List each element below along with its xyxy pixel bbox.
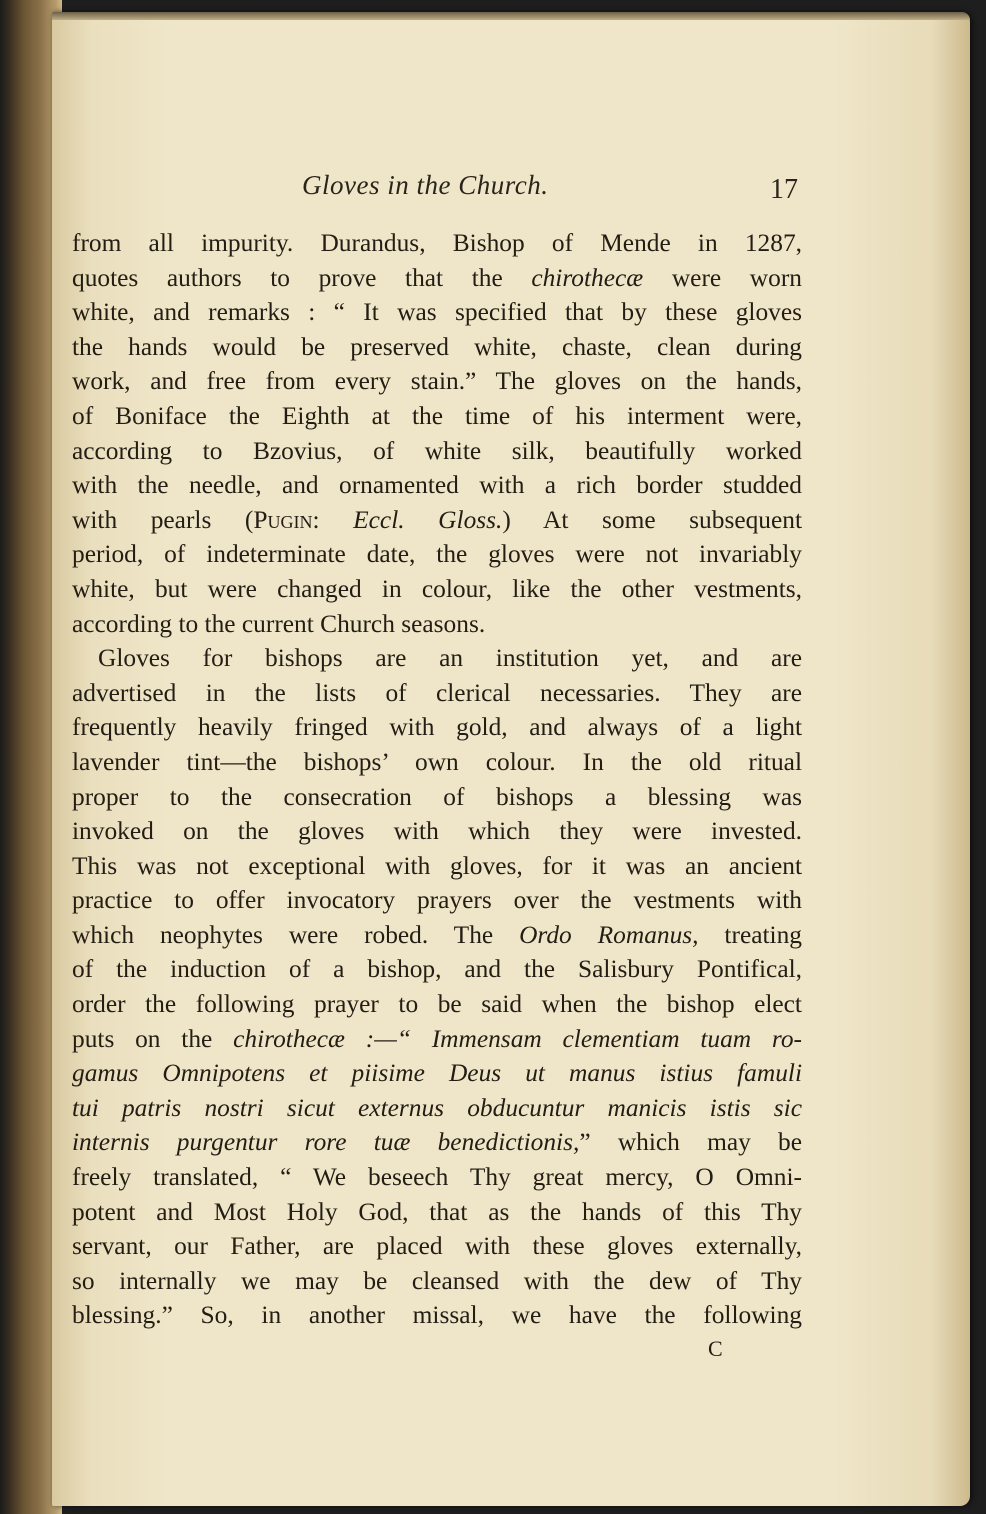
text-line bbox=[72, 1022, 802, 1057]
text-line bbox=[72, 1125, 802, 1160]
text-line: of Boniface the Eighth at the time of his interment were, bbox=[72, 401, 802, 430]
paragraph-1 bbox=[72, 226, 802, 641]
latin-line: gamus Omnipotens et piisime Deus ut manus istius famuli bbox=[72, 1059, 802, 1088]
text-span: treating bbox=[698, 920, 802, 949]
italic-term: Ordo Romanus, bbox=[519, 920, 699, 949]
text-span: quotes authors to prove that the bbox=[72, 263, 503, 292]
latin-quote: “ Immensam clementiam tuam ro- bbox=[396, 1024, 802, 1053]
text-line: of the induction of a bishop, and the Salisbury Pontifical, bbox=[72, 955, 802, 984]
text-line: blessing.” So, in another missal, we have the following bbox=[72, 1301, 802, 1330]
page-number: 17 bbox=[770, 174, 798, 205]
text-line: Gloves for bishops are an institution yet, and are bbox=[98, 644, 802, 673]
signature-mark: C bbox=[708, 1336, 723, 1361]
text-line: order the following prayer to be said when the bishop elect bbox=[72, 990, 802, 1019]
text-span: : bbox=[312, 505, 354, 534]
text-line: freely translated, “ We beseech Thy great mercy, O Omni- bbox=[72, 1163, 802, 1192]
text-line: lavender tint—the bishops’ own colour. In the old ritual bbox=[72, 747, 802, 776]
text-line: from all impurity. Durandus, Bishop of Mende in 1287, bbox=[72, 229, 802, 257]
running-head bbox=[52, 170, 970, 210]
italic-term: chirothecæ :— bbox=[233, 1024, 397, 1053]
text-line: according to Bzovius, of white silk, beautifully worked bbox=[72, 436, 802, 465]
citation-author: Pugin bbox=[253, 505, 313, 534]
text-span: ) At some subsequent bbox=[502, 505, 803, 534]
text-line bbox=[72, 918, 802, 953]
body-text bbox=[72, 226, 802, 1333]
text-span: which neophytes were robed. The bbox=[72, 920, 494, 949]
paragraph-2 bbox=[72, 641, 802, 1333]
text-span: ” which may be bbox=[579, 1128, 802, 1157]
text-line: the hands would be preserved white, chaste, clean during bbox=[72, 332, 802, 361]
text-line: proper to the consecration of bishops a blessing was bbox=[72, 782, 802, 811]
text-line: according to the current Church seasons. bbox=[72, 609, 486, 638]
text-line: frequently heavily fringed with gold, and always of a light bbox=[72, 713, 802, 742]
text-span: puts on the bbox=[72, 1024, 213, 1053]
text-line bbox=[72, 503, 802, 538]
running-title: Gloves in the Church. bbox=[302, 170, 549, 200]
citation-title: Eccl. Gloss. bbox=[353, 505, 503, 534]
text-span: with pearls ( bbox=[72, 505, 254, 534]
text-line: practice to offer invocatory prayers over the vestments with bbox=[72, 886, 802, 915]
page-top-edge bbox=[52, 12, 970, 20]
italic-term: chirothecæ bbox=[531, 263, 644, 292]
text-line: white, and remarks : “ It was specified that by these gloves bbox=[72, 298, 802, 327]
text-line: servant, our Father, are placed with these gloves externally, bbox=[72, 1232, 802, 1261]
text-line: so internally we may be cleansed with the dew of Thy bbox=[72, 1266, 802, 1295]
text-line: This was not exceptional with gloves, for it was an ancient bbox=[72, 851, 802, 880]
text-line bbox=[72, 261, 802, 296]
text-line: invoked on the gloves with which they were invested. bbox=[72, 817, 802, 846]
text-line: with the needle, and ornamented with a rich border studded bbox=[72, 471, 802, 500]
text-span: were worn bbox=[671, 263, 802, 292]
book-page bbox=[52, 12, 970, 1506]
latin-quote: internis purgentur rore tuæ benedictionis, bbox=[72, 1128, 580, 1157]
text-line: white, but were changed in colour, like the other vestments, bbox=[72, 574, 802, 603]
text-line: period, of indeterminate date, the gloves were not invariably bbox=[72, 540, 802, 569]
text-line: work, and free from every stain.” The gloves on the hands, bbox=[72, 367, 802, 396]
text-line: potent and Most Holy God, that as the hands of this Thy bbox=[72, 1197, 802, 1226]
latin-line: tui patris nostri sicut externus obducuntur manicis istis sic bbox=[72, 1093, 802, 1122]
text-line: advertised in the lists of clerical necessaries. They are bbox=[72, 678, 802, 707]
